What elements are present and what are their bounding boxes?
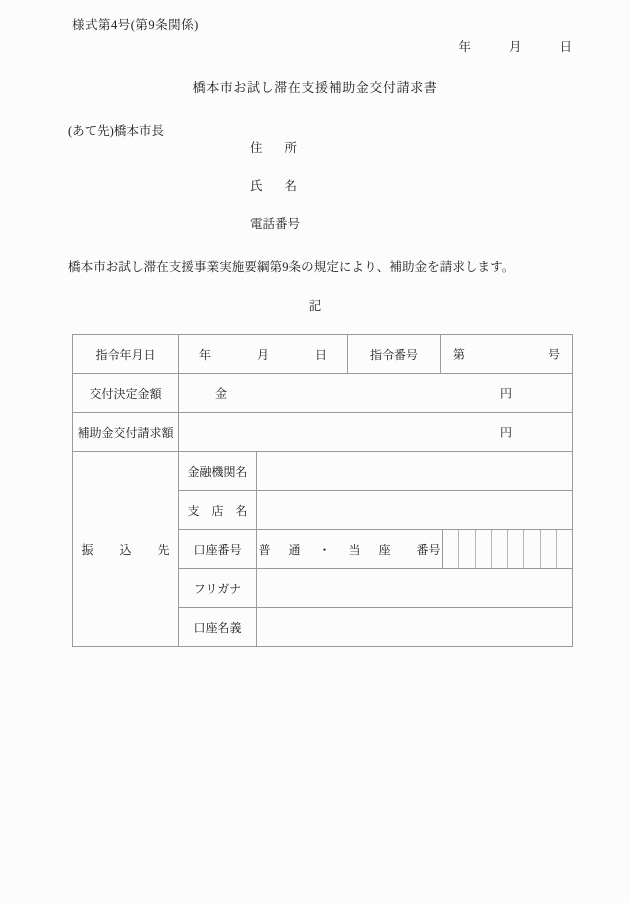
transfer-label-third: 先	[157, 542, 170, 557]
table-row-decision-amount	[73, 374, 573, 413]
decision-amount-value-cell[interactable]	[179, 374, 573, 413]
order-number-value-cell[interactable]	[441, 335, 573, 374]
account-number-bangou-label: 番号	[416, 542, 441, 557]
account-type-separator-dot: ・	[318, 542, 331, 557]
date-year-label: 年	[458, 40, 471, 54]
document-date-line	[458, 37, 572, 55]
claim-amount-yen-label: 円	[499, 425, 512, 440]
request-statement: 橋本市お試し滞在支援事業実施要綱第9条の規定により、補助金を請求します。	[68, 260, 515, 274]
account-holder-label: 口座名義	[179, 608, 257, 647]
applicant-phone-field	[250, 214, 300, 252]
account-type-selector[interactable]	[257, 530, 443, 568]
account-type-za-label: 座	[378, 542, 391, 557]
branch-name-value-cell[interactable]	[257, 491, 573, 530]
table-row-claim-amount	[73, 413, 573, 452]
branch-name-label	[179, 491, 257, 530]
account-number-label: 口座番号	[179, 530, 257, 569]
furigana-label: フリガナ	[179, 569, 257, 608]
bank-name-label: 金融機関名	[179, 452, 257, 491]
phone-label: 電話番号	[250, 217, 301, 231]
account-digit-box[interactable]	[508, 530, 524, 568]
account-digit-box[interactable]	[476, 530, 492, 568]
claim-amount-value-cell[interactable]	[179, 413, 573, 452]
applicant-block	[250, 138, 300, 252]
address-label-second: 所	[284, 141, 298, 155]
transfer-label-first: 振	[81, 542, 94, 557]
applicant-name-field	[250, 176, 300, 214]
order-date-ymd	[199, 348, 327, 362]
claim-details-table	[72, 334, 573, 647]
address-label-first: 住	[250, 141, 263, 155]
account-digit-box[interactable]	[492, 530, 508, 568]
order-date-day-label: 日	[315, 347, 328, 362]
account-number-value-cell	[257, 530, 573, 569]
account-digit-box[interactable]	[443, 530, 459, 568]
table-row-bank-name	[73, 452, 573, 491]
account-type-futsu-label: 普	[258, 542, 271, 557]
order-number-dai-label: 第	[453, 347, 466, 362]
form-number: 様式第4号(第9条関係)	[72, 18, 199, 32]
account-digit-box[interactable]	[541, 530, 557, 568]
claim-amount-label: 補助金交付請求額	[73, 413, 179, 452]
table-row-order-date	[73, 335, 573, 374]
date-month-label: 月	[508, 40, 522, 54]
account-type-to-label: 当	[348, 542, 361, 557]
order-date-month-label: 月	[256, 347, 269, 362]
applicant-address-field	[250, 138, 300, 176]
date-day-label: 日	[559, 40, 572, 54]
branch-label-second: 店	[211, 503, 224, 518]
ki-marker: 記	[308, 299, 322, 313]
order-number-label: 指令番号	[348, 335, 441, 374]
account-holder-value-cell[interactable]	[257, 608, 573, 647]
decision-amount-kin-label: 金	[215, 386, 228, 401]
decision-amount-label: 交付決定金額	[73, 374, 179, 413]
account-type-tsu-label: 通	[288, 542, 301, 557]
name-label-first: 氏	[250, 179, 263, 193]
order-date-value-cell[interactable]	[179, 335, 348, 374]
branch-label-third: 名	[235, 503, 248, 518]
order-number-gou-label: 号	[547, 347, 560, 362]
decision-amount-yen-label: 円	[499, 386, 512, 401]
bank-name-value-cell[interactable]	[257, 452, 573, 491]
page-title: 橋本市お試し滞在支援補助金交付請求書	[192, 80, 438, 95]
transfer-destination-label	[73, 452, 179, 647]
order-date-label: 指令年月日	[73, 335, 179, 374]
account-digit-box[interactable]	[524, 530, 540, 568]
account-digit-box[interactable]	[459, 530, 475, 568]
account-number-wrapper	[257, 530, 572, 568]
account-digit-boxes	[443, 530, 572, 568]
account-digit-box[interactable]	[557, 530, 572, 568]
addressee-line: (あて先)橋本市長	[68, 124, 164, 138]
name-label-second: 名	[284, 179, 298, 193]
furigana-value-cell[interactable]	[257, 569, 573, 608]
order-date-year-label: 年	[198, 347, 211, 362]
transfer-label-second: 込	[119, 542, 132, 557]
branch-label-first: 支	[187, 503, 200, 518]
